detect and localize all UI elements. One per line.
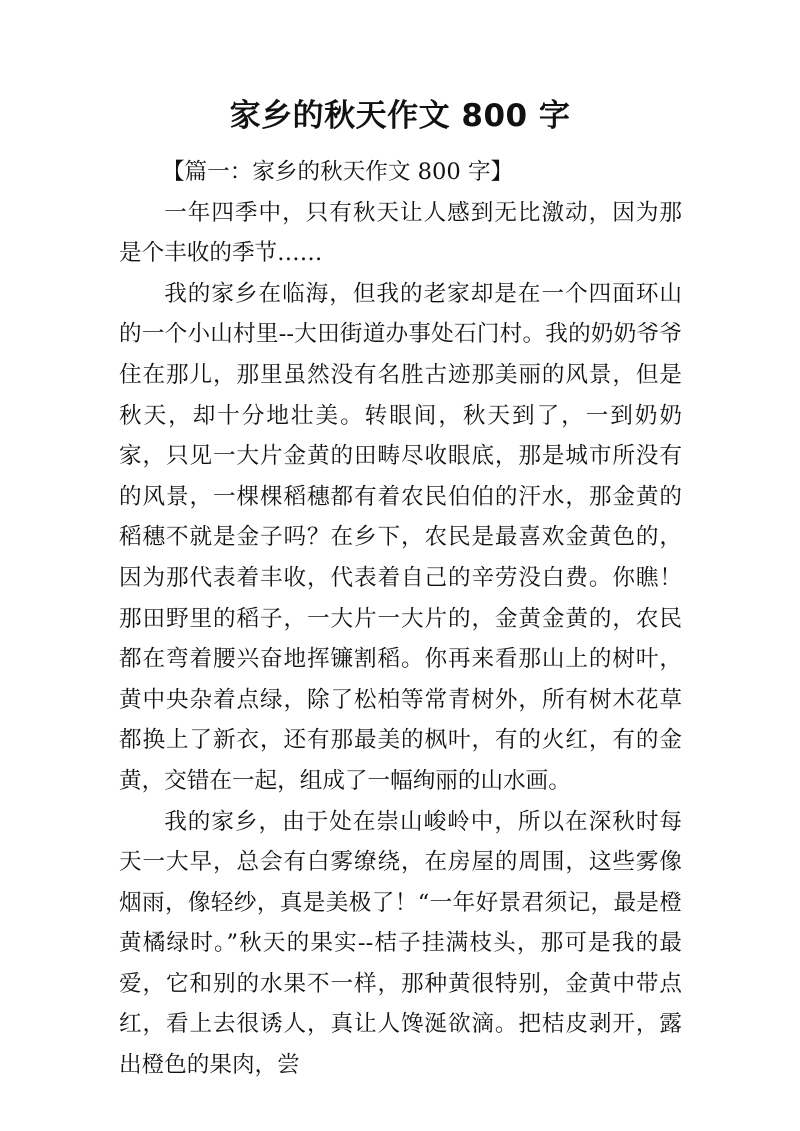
article-body	[119, 152, 682, 1086]
section-heading: 【篇一：家乡的秋天作文 800 字】	[161, 159, 514, 185]
paragraph-1: 一年四季中，只有秋天让人感到无比激动，因为那是个丰收的季节……	[119, 199, 682, 267]
paragraph-2: 我的家乡在临海，但我的老家却是在一个四面环山的一个小山村里--大田街道办事处石门村。我的奶奶爷爷住在那儿，那里虽然没有名胜古迹那美丽的风景，但是秋天，却十分地壮美。转眼间，秋天到了，一到奶奶家，只见一大片金黄的田畴尽收眼底，那是城市所没有的风景，一棵棵稻穗都有着农民伯伯的汗水，那金黄的稻穗不就是金子吗？在乡下，农民是最喜欢金黄色的，因为那代表着丰收，代表着自己的辛劳没白费。你瞧！那田野里的稻子，一大片一大片的，金黄金黄的，农民都在弯着腰兴奋地挥镰割稻。你再来看那山上的树叶，黄中央杂着点绿，除了松柏等常青树外，所有树木花草都换上了新衣，还有那最美的枫叶，有的火红，有的金黄，交错在一起，组成了一幅绚丽的山水画。	[119, 280, 682, 794]
paragraph-3: 我的家乡，由于处在崇山峻岭中，所以在深秋时每天一大早，总会有白雾缭绕，在房屋的周围，这些雾像烟雨，像轻纱，真是美极了！“一年好景君须记，最是橙黄橘绿时。”秋天的果实--桔子挂满枝头，那可是我的最爱，它和别的水果不一样，那种黄很特别，金黄中带点红，看上去很诱人，真让人馋涎欲滴。把桔皮剥开，露出橙色的果肉，尝	[119, 808, 682, 1079]
page-title: 家乡的秋天作文 800 字	[229, 98, 571, 134]
